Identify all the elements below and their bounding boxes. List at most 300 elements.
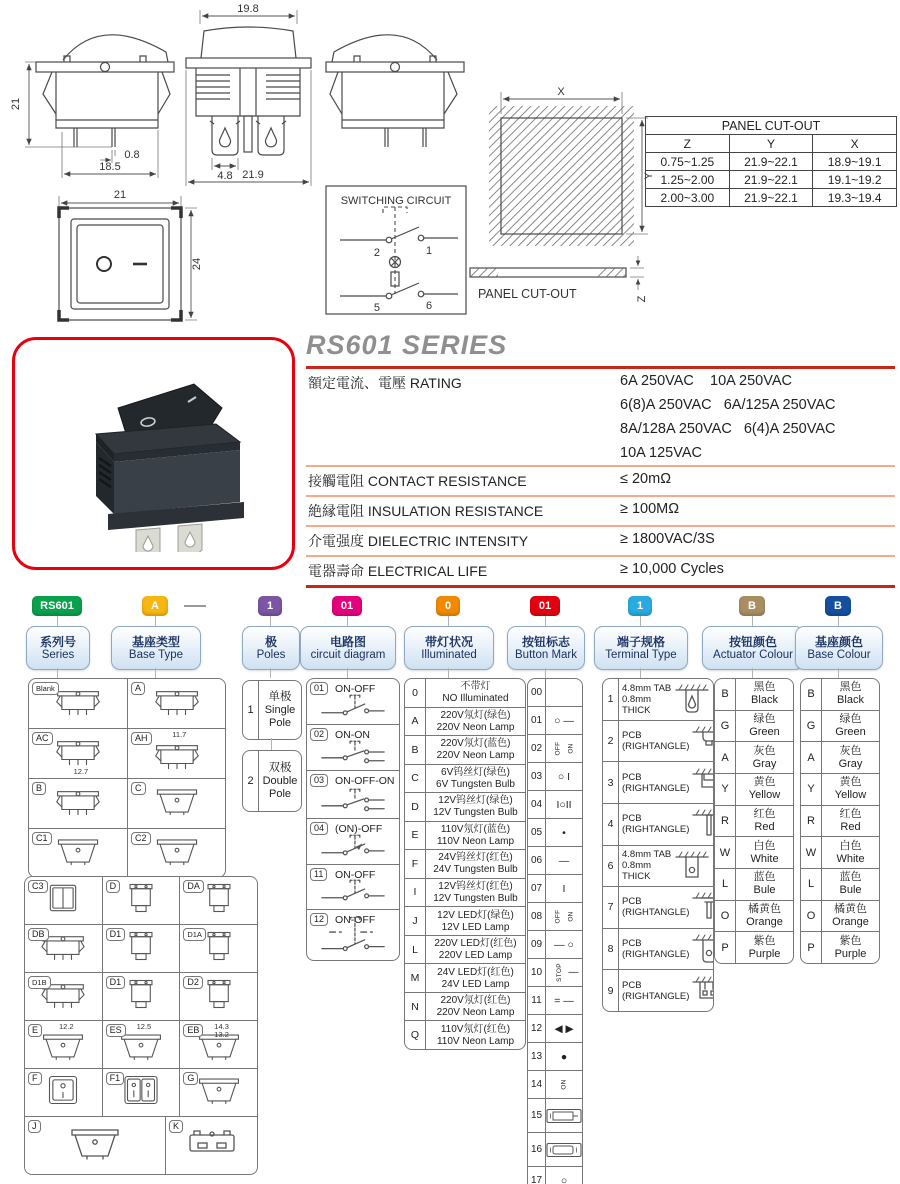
switch-trap-icon [192, 1073, 246, 1107]
switch-icon-wrap [36, 1073, 90, 1112]
dim-base-width: 18.5 [99, 161, 121, 173]
option-code: 05 [528, 819, 546, 846]
base-colour-option-L [801, 868, 879, 900]
option-code: D2 [183, 976, 203, 989]
label-en: Pole [268, 788, 292, 800]
option-code: F1 [106, 1072, 125, 1085]
option-code: Blank [32, 682, 59, 695]
mark-text-rotated: OFF [554, 909, 562, 924]
option-code: 07 [528, 875, 546, 902]
terminal-option-3 [603, 761, 713, 803]
label-line1: PCB [622, 938, 642, 950]
base-type-ah [127, 728, 225, 778]
label-cn: 红色 [839, 808, 862, 821]
option-code: 8 [603, 929, 619, 970]
terminal-icon-wrap [689, 929, 714, 970]
actuator-colour-option-B [715, 679, 793, 710]
switching-circuit-title: SWITCHING CIRCUIT [340, 195, 452, 207]
actuator-colour-option-P [715, 931, 793, 963]
base-colour-option-A [801, 741, 879, 773]
label-cn: 灰色 [753, 744, 776, 757]
terminal-icon-wrap [689, 887, 714, 928]
label-cn: 橘黄色 [834, 903, 867, 916]
option-label [259, 681, 301, 739]
connector-line [448, 616, 449, 626]
spec-value-line: 10A 125VAC [620, 445, 702, 461]
mark-symbol [546, 707, 582, 734]
label-line1: 4.8mm TAB [622, 849, 672, 861]
label-line1: 4.8mm TAB [622, 682, 672, 694]
ordering-badge-illuminated: 0 [436, 596, 460, 616]
mark-vertical-pair [551, 909, 576, 924]
option-code: R [715, 806, 736, 837]
dim-front-width: 21 [113, 189, 127, 201]
label-cn: 12V钨丝灯(红色) [438, 880, 513, 892]
table-cell: 1.25~2.00 [646, 171, 730, 189]
series-title: RS601 SERIES [306, 330, 508, 360]
option-code: F [405, 850, 426, 878]
button-mark-option-03 [528, 762, 582, 790]
terminal-option-4 [603, 803, 713, 845]
button-mark-option-17 [528, 1166, 582, 1184]
label-en: Single [264, 704, 296, 716]
option-code: 03 [310, 774, 328, 787]
option-code: E [28, 1024, 42, 1037]
circuit-label: ON-OFF-ON [335, 775, 395, 787]
terminal-option-2 [603, 720, 713, 762]
dimension-label: 12.7 [73, 767, 89, 776]
actuator-colour-option-A [715, 741, 793, 773]
mark-symbol [546, 679, 582, 706]
option-label [426, 907, 525, 935]
circuit-symbol [318, 914, 388, 959]
label-cn: 白色 [753, 839, 776, 852]
switch-icon-wrap [49, 784, 107, 823]
mark-text: ○ — [554, 714, 574, 727]
switch-sqm-icon [36, 1073, 90, 1107]
header-label-en: Base Colour [807, 648, 871, 661]
circuit-option-03 [307, 770, 399, 818]
base-type-blank [29, 679, 127, 728]
dimension-label: 14.3 [214, 1022, 229, 1031]
column-header-terminal-type [594, 626, 688, 670]
option-label [736, 837, 793, 868]
spec-value-line: 6(8)A 250VAC 6A/125A 250VAC [620, 397, 836, 413]
base-type-row [25, 877, 257, 924]
label-en: Gray [838, 757, 863, 770]
option-code: C3 [28, 880, 48, 893]
table-cell: 19.3~19.4 [813, 189, 897, 207]
base-type-grid-lower [24, 876, 258, 1175]
option-code: O [715, 901, 736, 932]
label-en: 220V Neon Lamp [436, 721, 515, 733]
circuit-label: ON-OFF [335, 683, 376, 695]
option-code: E [405, 822, 426, 850]
option-code: A [405, 708, 426, 736]
label-line1: PCB [622, 771, 642, 783]
spec-label: 接觸電阻 CONTACT RESISTANCE [308, 473, 527, 489]
option-code: DB [28, 928, 49, 941]
option-label [736, 679, 793, 710]
terminal-5-label: 5 [373, 302, 380, 314]
label-cn: 220V氖灯(蓝色) [440, 738, 511, 750]
option-code: 06 [528, 847, 546, 874]
mark-symbol [546, 875, 582, 902]
mark-text: ○ [560, 1174, 568, 1184]
option-label [619, 679, 672, 720]
spec-value-line: ≤ 20mΩ [620, 471, 672, 487]
header-label-en: Button Mark [515, 648, 577, 661]
table-cell: 21.9~22.1 [729, 153, 813, 171]
label-en: 24V LED Lamp [441, 978, 510, 990]
panel-cutout-caption: PANEL CUT-OUT [478, 287, 577, 301]
ordering-badge-terminal-type: 1 [628, 596, 652, 616]
column-header-button-mark [507, 626, 585, 670]
option-label [736, 901, 793, 932]
switch-wide-icon [148, 684, 206, 718]
header-label-cn: 端子规格 [616, 634, 665, 649]
terminal-1-label: 1 [426, 245, 433, 257]
label-cn: 蓝色 [839, 871, 862, 884]
option-code: 08 [528, 903, 546, 930]
circuit-option-04 [307, 818, 399, 864]
label-en: Pole [268, 717, 292, 729]
option-label [619, 721, 689, 762]
connector-line [347, 668, 348, 678]
label-cn: 红色 [753, 808, 776, 821]
terminal-ra3-icon [689, 891, 714, 923]
ordering-badge-base-colour: B [825, 596, 851, 616]
switch-icon-wrap [63, 1123, 127, 1168]
label-cn: 绿色 [753, 713, 776, 725]
illuminated-option-I [405, 878, 525, 907]
mark-text: — ○ [554, 938, 574, 951]
base-type-es [102, 1021, 180, 1068]
illuminated-option-M [405, 963, 525, 992]
dim-top-width: 19.8 [237, 3, 259, 15]
base-type-d1b [25, 973, 102, 1020]
circuit-label: (ON)-OFF [335, 823, 383, 835]
label-cn: 黑色 [839, 681, 862, 694]
option-code: G [183, 1072, 198, 1085]
dim-total-width: 21.9 [242, 169, 264, 181]
header-label-cn: 系列号 [39, 634, 76, 649]
option-code: 02 [528, 735, 546, 762]
option-code: B [32, 782, 46, 795]
button-rocker1-icon [546, 1108, 582, 1124]
illuminated-option-D [405, 792, 525, 821]
option-label [426, 879, 525, 907]
illuminated-option-J [405, 906, 525, 935]
illuminated-option-L [405, 935, 525, 964]
column-header-base-colour [795, 626, 883, 670]
label-cn: 220V LED灯(红色) [434, 938, 517, 950]
label-en: Black [837, 694, 864, 707]
switch-icon-wrap [114, 881, 168, 920]
button-mark-option-15 [528, 1098, 582, 1132]
option-code: O [801, 901, 822, 932]
connector-line [271, 738, 272, 750]
switch-icon-wrap [192, 1073, 246, 1112]
label-cn: 双极 [268, 762, 292, 774]
illuminated-column [404, 678, 526, 1050]
header-label-en: Series [41, 648, 75, 661]
option-code: C [405, 765, 426, 793]
column-header: X [813, 135, 897, 153]
option-label [736, 932, 793, 963]
connector-line [57, 616, 58, 626]
option-code: 16 [528, 1133, 546, 1166]
option-code: L [715, 869, 736, 900]
table-cell: 2.00~3.00 [646, 189, 730, 207]
option-label [426, 1021, 525, 1049]
connector-line [270, 668, 271, 678]
connector-line [155, 616, 156, 626]
header-label-cn: 按钮颜色 [728, 634, 777, 649]
label-line2: (RIGHTANGLE) [622, 907, 690, 919]
switch-trap-icon [63, 1123, 127, 1163]
circuit-symbol [318, 877, 388, 908]
option-label [619, 929, 689, 970]
mark-symbol [546, 1043, 582, 1070]
button-mark-option-13 [528, 1042, 582, 1070]
option-code: P [715, 932, 736, 963]
option-code: 4 [603, 804, 619, 845]
option-label [822, 932, 879, 963]
terminal-tab-icon [672, 683, 712, 715]
option-label [822, 742, 879, 773]
ordering-badge-button-mark: 01 [530, 596, 560, 616]
dimension-label: 13.2 [214, 1030, 229, 1039]
base-type-f [25, 1069, 102, 1116]
label-cn: 220V氖灯(绿色) [440, 709, 511, 721]
label-cn: 紫色 [839, 934, 862, 947]
connector-line [752, 668, 753, 678]
label-en: 12V LED Lamp [441, 921, 510, 933]
mark-symbol [546, 1071, 582, 1098]
base-type-e [25, 1021, 102, 1068]
connector-line [545, 668, 546, 678]
label-cn: 110V氖灯(红色) [440, 1023, 511, 1035]
terminal-dbl-icon [689, 975, 714, 1007]
option-label [426, 993, 525, 1021]
option-label [822, 869, 879, 900]
label-cn: 黑色 [753, 681, 776, 694]
base-type-f1 [102, 1069, 180, 1116]
button-mark-option-01 [528, 706, 582, 734]
label-en: Double [262, 775, 298, 787]
option-code: A [801, 742, 822, 773]
illuminated-option-F [405, 849, 525, 878]
terminal-icon-wrap [689, 804, 714, 845]
mark-symbol [546, 931, 582, 958]
mark-text: — [568, 967, 579, 978]
option-code: G [715, 711, 736, 742]
option-label [259, 751, 301, 811]
connector-line [545, 616, 546, 626]
circuit-label: ON-ON [335, 729, 370, 741]
header-label-en: Actuator Colour [713, 648, 793, 661]
spec-label: 額定電流、電壓 RATING [308, 375, 462, 391]
circuit-symbol [318, 786, 388, 817]
option-code: C1 [32, 832, 52, 845]
label-cn: 灰色 [839, 744, 862, 757]
label-en: Yellow [748, 789, 781, 802]
option-code: 0 [405, 679, 426, 707]
terminal-option-7 [603, 886, 713, 928]
base-colour-column [800, 678, 880, 964]
option-code: A [715, 742, 736, 773]
option-code: ES [106, 1024, 126, 1037]
circuit-diagram-column [306, 678, 400, 961]
option-code: D1A [183, 928, 206, 941]
option-label [822, 901, 879, 932]
mark-vertical-pair [559, 1081, 569, 1088]
spec-value-line: ≥ 1800VAC/3S [620, 531, 715, 547]
terminal-pin-icon [689, 808, 714, 840]
switch-icon-wrap [148, 684, 206, 723]
switch-tall-icon [114, 881, 168, 915]
option-code: A [131, 682, 145, 695]
label-en: Red [840, 821, 861, 834]
poles-option-2 [242, 750, 302, 812]
illuminated-option-B [405, 735, 525, 764]
base-type-d1 [102, 925, 180, 972]
ordering-badge-base-type: A [142, 596, 168, 616]
connector-line [448, 668, 449, 678]
button-mark-option-12 [528, 1014, 582, 1042]
option-code: D1 [106, 928, 126, 941]
label-en: 220V LED Lamp [438, 950, 513, 962]
circuit-s4-icon [318, 832, 388, 858]
option-label [426, 936, 525, 964]
label-line1: PCB [622, 896, 642, 908]
dim-front-height: 24 [191, 257, 203, 271]
base-colour-option-O [801, 900, 879, 932]
ordering-badge-poles: 1 [258, 596, 282, 616]
dimension-label: 12.2 [58, 1022, 74, 1031]
connector-line [57, 668, 58, 678]
spec-value-line: 6A 250VAC 10A 250VAC [620, 373, 792, 389]
illuminated-option-Q [405, 1020, 525, 1049]
ordering-badge-circuit-diagram: 01 [332, 596, 362, 616]
circuit-option-01 [307, 679, 399, 724]
mark-text-rotated: ON [567, 911, 575, 922]
mark-symbol [546, 791, 582, 818]
label-cn: 12V LED灯(绿色) [437, 909, 514, 921]
option-code: 12 [310, 913, 328, 926]
label-cn: 紫色 [753, 934, 776, 947]
actuator-colour-option-G [715, 710, 793, 742]
header-label-cn: 基座颜色 [814, 634, 863, 649]
switch-icon-wrap [148, 784, 206, 823]
column-header: Z [646, 135, 730, 153]
base-type-grid-upper [28, 678, 226, 878]
label-cn: 绿色 [839, 713, 862, 725]
label-en: White [750, 852, 779, 865]
terminal-2-label: 2 [373, 247, 380, 259]
base-type-row [25, 972, 257, 1020]
mark-vertical-dash [550, 963, 579, 982]
circuit-symbol [318, 692, 388, 723]
option-label [426, 708, 525, 736]
switch-wide-icon [49, 734, 107, 768]
terminal-icon-wrap [689, 970, 714, 1011]
label-line2: (RIGHTANGLE) [622, 824, 690, 836]
label-cn: 不带灯 [460, 681, 491, 693]
mark-symbol [546, 1167, 582, 1184]
connector-line [640, 668, 641, 678]
base-type-j [25, 1117, 165, 1174]
label-line2: 0.8mm THICK [622, 860, 652, 883]
label-en: 12V Tungsten Bulb [433, 892, 518, 904]
base-colour-option-B [801, 679, 879, 710]
label-cn: 黄色 [839, 776, 862, 789]
base-type-db [25, 925, 102, 972]
dim-side-height: 21 [10, 97, 22, 111]
label-en: White [836, 852, 865, 865]
button-mark-option-02 [528, 734, 582, 762]
header-label-en: circuit diagram [310, 648, 386, 661]
mark-text: I○II [556, 798, 572, 811]
option-code: AH [131, 732, 152, 745]
terminal-option-6 [603, 845, 713, 887]
option-code: 9 [603, 970, 619, 1011]
option-code: 2 [243, 751, 259, 811]
option-label [619, 804, 689, 845]
terminal-6-label: 6 [426, 300, 433, 312]
mark-text-rotated: STOP [555, 963, 563, 982]
label-line2: 0.8mm THICK [622, 693, 652, 716]
label-cn: 白色 [839, 839, 862, 852]
table-title-cell: PANEL CUT-OUT [646, 117, 897, 135]
dimension-label: 12.5 [136, 1022, 152, 1031]
dimension-label: 11.7 [172, 730, 187, 739]
actuator-colour-option-Y [715, 773, 793, 805]
mark-symbol [546, 903, 582, 930]
label-en: 12V Tungsten Bulb [433, 807, 518, 819]
circuit-option-11 [307, 864, 399, 909]
button-mark-option-00 [528, 679, 582, 706]
switch-icon-wrap [49, 834, 107, 873]
switch-flat-icon [180, 1123, 244, 1163]
option-label [822, 774, 879, 805]
option-code: N [405, 993, 426, 1021]
axis-z-label: Z [636, 295, 648, 303]
option-label [426, 822, 525, 850]
dim-leg-offset: 0.8 [124, 149, 140, 161]
option-label [619, 970, 689, 1011]
connector-line [752, 616, 753, 626]
circuit-label: ON-OFF [335, 869, 376, 881]
connector-line [838, 668, 839, 678]
label-en: Green [749, 726, 780, 738]
label-line1: PCB [622, 729, 642, 741]
illuminated-option-E [405, 821, 525, 850]
spec-value-line: ≥ 10,000 Cycles [620, 561, 724, 577]
base-type-c3 [25, 877, 102, 924]
option-label [822, 837, 879, 868]
option-code: 12 [528, 1015, 546, 1042]
switch-trap-icon [36, 1029, 90, 1063]
header-label-cn: 电路图 [329, 634, 366, 649]
circuit-s5-icon [318, 877, 388, 903]
circuit-s1-icon [318, 692, 388, 718]
header-label-cn: 带灯状况 [424, 634, 473, 649]
terminal-tab2-icon [672, 850, 712, 882]
option-code: 2 [603, 721, 619, 762]
option-label [426, 679, 525, 707]
